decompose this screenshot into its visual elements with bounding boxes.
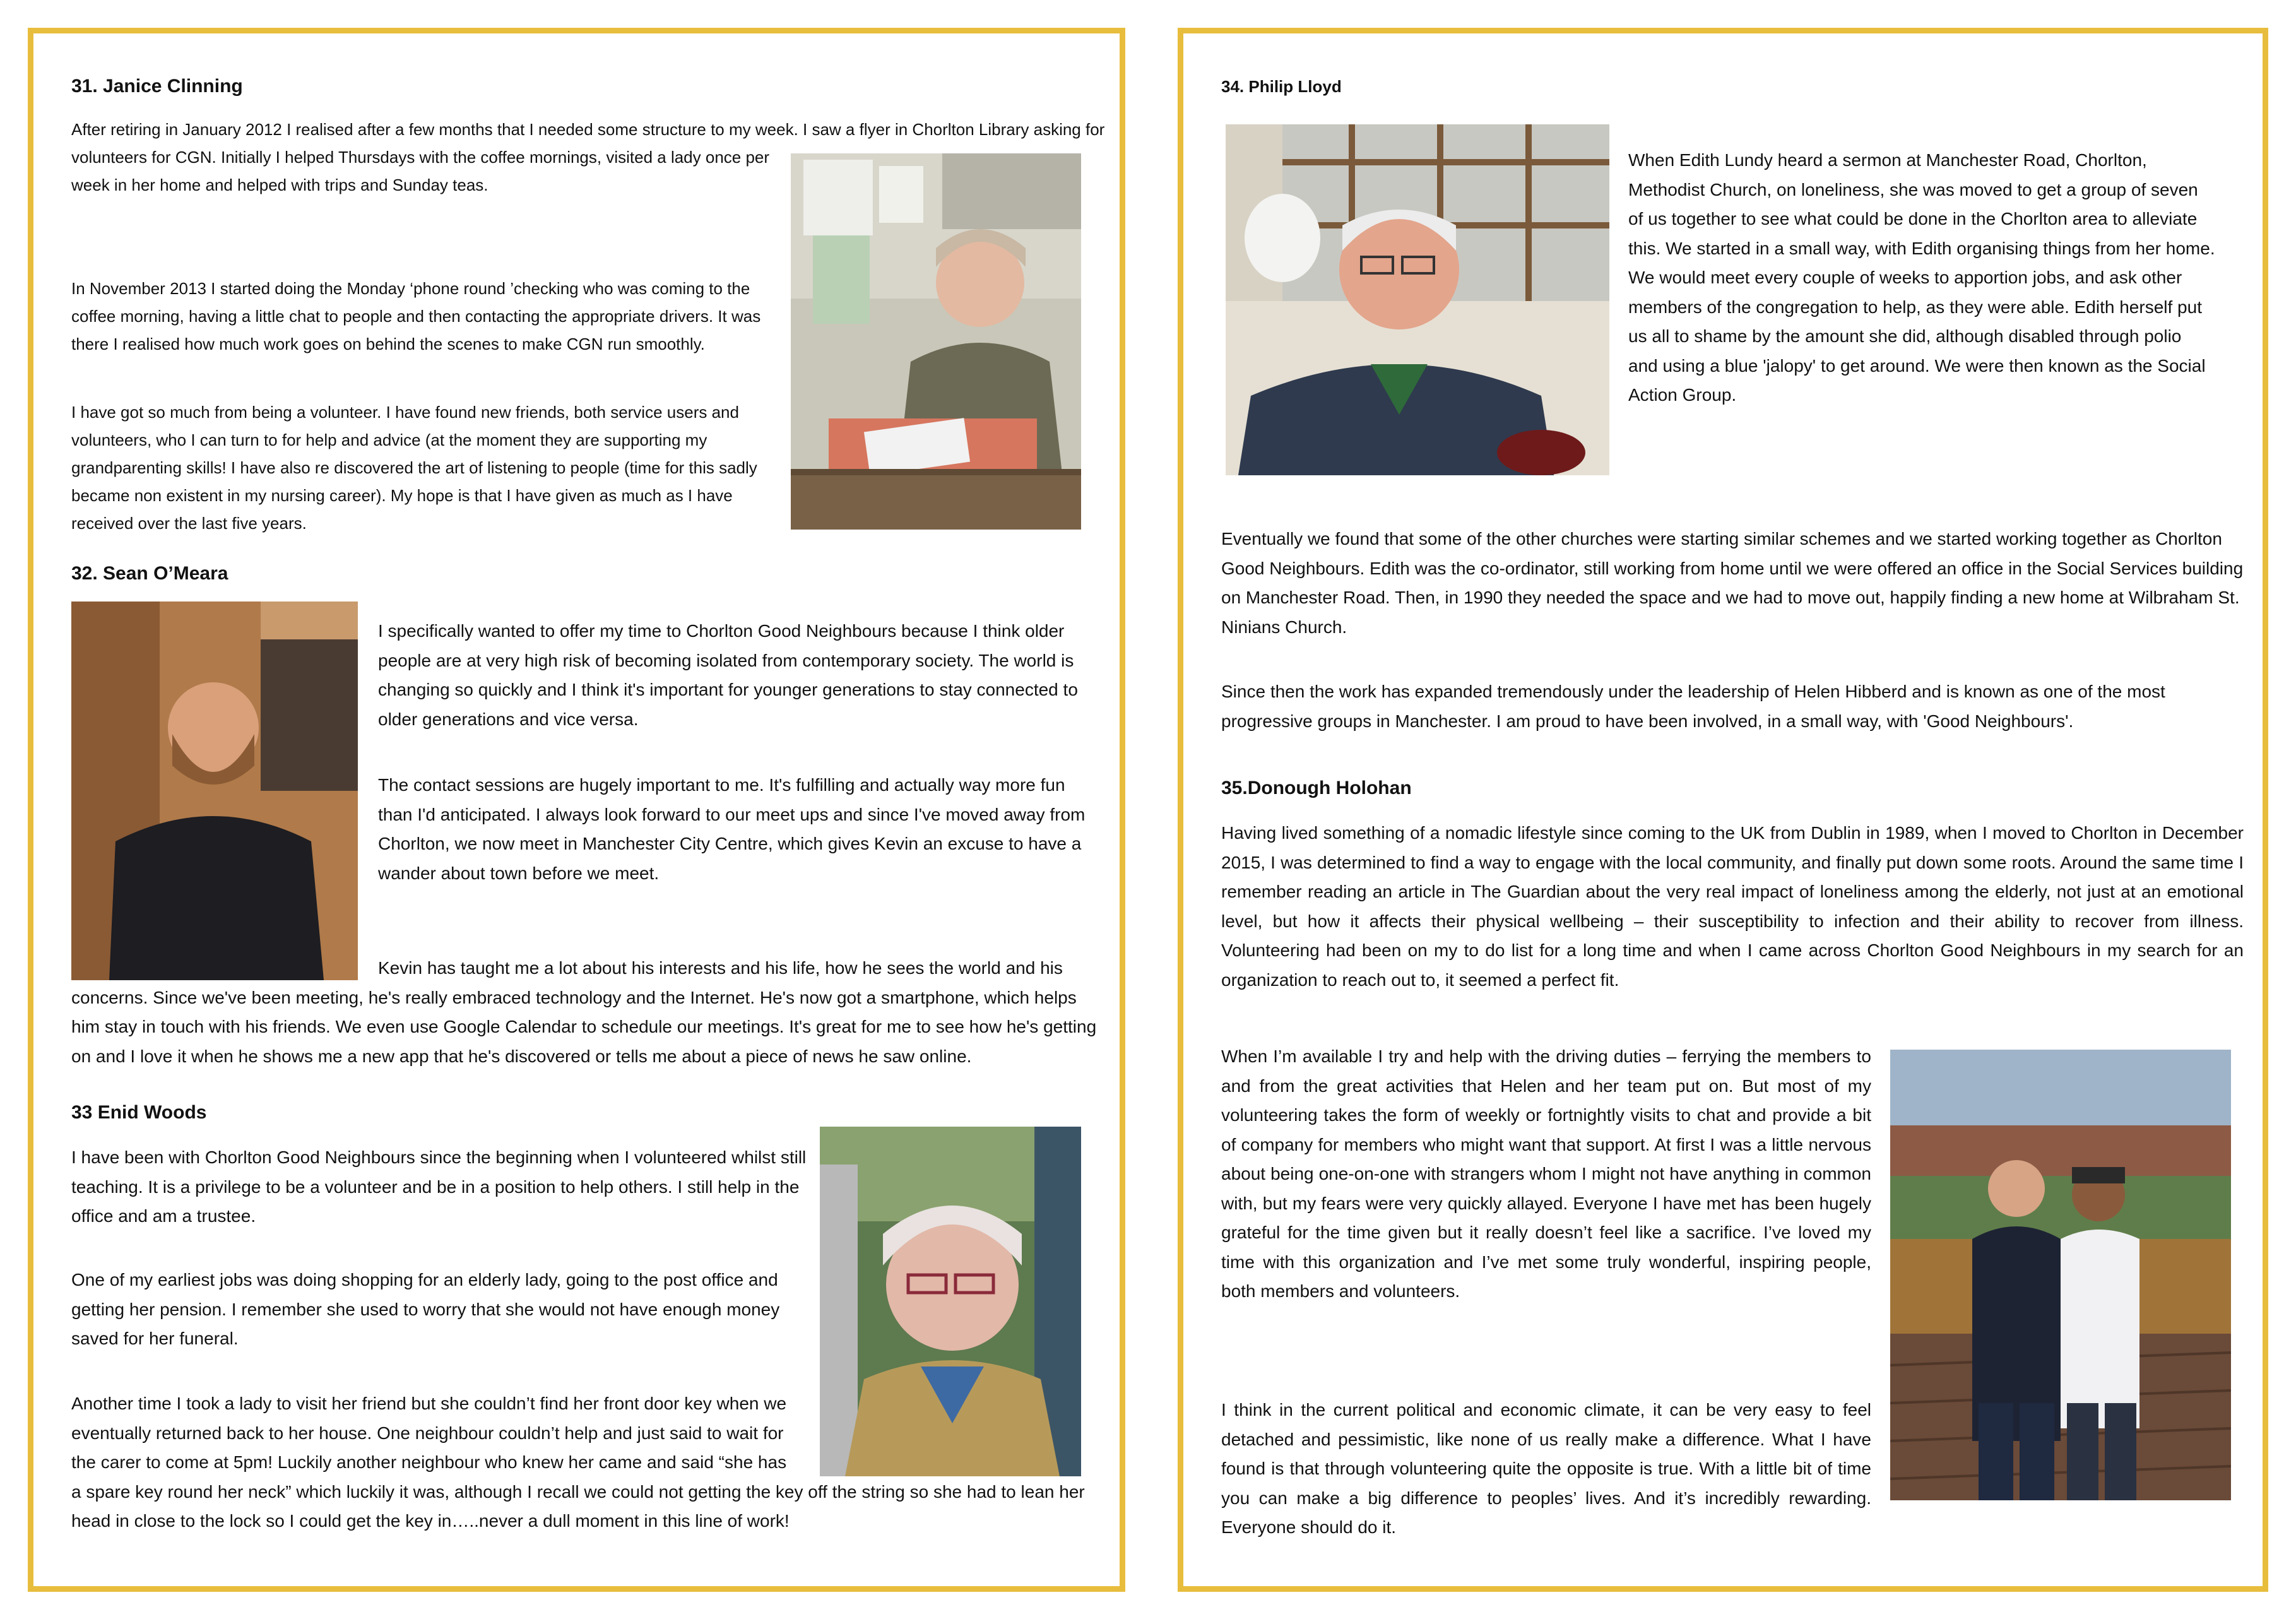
section-heading-32: 32. Sean O’Meara — [71, 563, 228, 584]
right-page — [1178, 28, 2268, 1592]
philip-paragraph-2: Eventually we found that some of the other churches were starting similar schemes and we started working together as Chorlton Good Neighbours. Edith was the co-ordinator, still working from home until we were offered an office in the Social Services building on Manchester Road. Then, in 1990 they needed the space and we had to move out, happily finding a new home at Wilbraham St. Ninians Church. — [1221, 529, 2244, 637]
left-page — [28, 28, 1125, 1592]
enid-paragraph-1: I have been with Chorlton Good Neighbours since the beginning when I volunteered whilst still teaching. It is a privilege to be a volunteer and be in a position to help others. I still help in the office and am a trustee. — [71, 1147, 807, 1226]
enid-p3-text: Another time I took a lady to visit her friend but she couldn’t find her front door key when we eventually returned back to her house. One neighbour couldn’t help and just said to wait for the carer to come at 5pm! Luckily another neighbour who knew her came and said “she has a spare key round her neck” which luckily it was, although I recall we could not getting the key off the string so she had to lean her head in close to the lock so I could get the key in…..never a dull moment in this line of work! — [71, 1394, 1085, 1531]
section-heading-35: 35.Donough Holohan — [1221, 778, 1412, 798]
wrap-spacer — [801, 1389, 1106, 1476]
right-page-content — [1183, 33, 2263, 1586]
philip-photo — [1226, 124, 1609, 475]
janice-paragraph-2: In November 2013 I started doing the Monday ‘phone round ’checking who was coming to the coffee morning, having a little chat to people and then contacting the appropriate drivers. It was there I realised how much work goes on behind the scenes to make CGN run smoothly. — [71, 279, 761, 353]
left-page-content — [33, 33, 1120, 1586]
enid-paragraph-2: One of my earliest jobs was doing shopping for an elderly lady, going to the post office and getting her pension. I remember she used to worry that she would not have enough money saved for her funeral. — [71, 1270, 780, 1348]
sean-photo — [71, 602, 358, 980]
enid-paragraph-3 — [71, 1389, 1106, 1536]
section-heading-33: 33 Enid Woods — [71, 1102, 207, 1123]
philip-paragraph-3: Since then the work has expanded tremendously under the leadership of Helen Hibberd and is known as one of the most progressive groups in Manchester. I am proud to have been involved, in a small way, with 'Good Neighbours'. — [1221, 682, 2165, 731]
wrap-spacer — [1871, 1050, 2244, 1500]
sean-paragraph-3: Kevin has taught me a lot about his interests and his life, how he sees the world and his concerns. Since we've been meeting, he's really embraced technology and the Internet. He's now got a smartphone, which helps him stay in touch with his friends. We even use Google Calendar to schedule our meetings. It's great for me to see how he's getting on and I love it when he shows me a new app that he's discovered or tells me about a piece of news he saw online. — [71, 958, 1097, 1066]
sean-paragraph-1: I specifically wanted to offer my time to Chorlton Good Neighbours because I think older people are at very high risk of becoming isolated from contemporary society. The world is changing so quickly and I think it's important for younger generations to stay connected to older generations and vice versa. — [378, 621, 1078, 729]
philip-paragraph-1: When Edith Lundy heard a sermon at Manchester Road, Chorlton, Methodist Church, on loneliness, she was moved to get a group of seven of us together to see what could be done in the Chorlton area to alleviate this. We started in a small way, with Edith organising things from her home. We would meet every couple of weeks to apportion jobs, and ask other members of the congregation to help, as they were able. Edith herself put us all to shame by the amount she did, although disabled through polio and using a blue 'jalopy' to get around. We were then known as the Social Action Group. — [1628, 150, 2215, 405]
sean-paragraph-2: The contact sessions are hugely important to me. It's fulfilling and actually way more fun than I'd anticipated. I always look forward to our meet ups and since I've moved away from Chorlton, we now meet in Manchester City Centre, which gives Kevin an excuse to have a wander about town before we meet. — [378, 775, 1086, 883]
section-heading-31: 31. Janice Clinning — [71, 76, 243, 97]
donough-paragraph-1: Having lived something of a nomadic lifestyle since coming to the UK from Dublin in 1989, when I moved to Chorlton in December 2015, I was determined to find a way to engage with the local community, and finally put down some roots. Around the same time I remember reading an article in The Guardian about the very real impact of loneliness among the elderly, not just at an emotional level, but how it affects their physical wellbeing – their susceptibility to infection and their ability to recover from illness. Volunteering had been on my to do list for a long time and when I came across Chorlton Good Neighbours in my search for an organization to reach out to, it seemed a perfect fit. — [1221, 823, 2244, 990]
donough-paragraph-3: I think in the current political and economic climate, it can be very easy to feel detached and pessimistic, like none of us really make a difference. What I have found is that through volunteering quite the opposite is true. With a little bit of time you can make a big difference to peoples’ lives. And it’s incredibly rewarding. Everyone should do it. — [1221, 1400, 1871, 1537]
janice-paragraph-3: I have got so much from being a volunteer. I have found new friends, both service users and volunteers, who I can turn to for help and advice (at the moment they are supporting my grandparenting skills! I have also re discovered the art of listening to people (time for this sadly became non existent in my nursing career). My hope is that I have given as much as I have received over the last five years. — [71, 403, 757, 533]
section-heading-34: 34. Philip Lloyd — [1221, 77, 1342, 96]
janice-photo — [791, 153, 1081, 530]
donough-p2-text: When I’m available I try and help with the driving duties – ferrying the members to and from the great activities that Helen and her team put on. But most of my volunteering takes the form of weekly or fortnightly visits to chat and provide a bit of company for members who might want that support. At first I was a little nervous about being one-on-one with strangers whom I might not have anything in common with, but my fears were very quickly allayed. Everyone I have met has been hugely grateful for the time given but it really doesn’t feel like a sacrifice. I’ve loved my time with this organization and I’ve met some truly wonderful, inspiring people, both members and volunteers. — [1221, 1046, 1871, 1301]
janice-p1-text: After retiring in January 2012 I realised after a few months that I needed some structure to my week. I saw a flyer in Chorlton Library asking for volunteers for CGN. Initially I helped Thursdays with the coffee mornings, visited a lady once per week in her home and helped with trips and Sunday teas. — [71, 120, 1105, 194]
